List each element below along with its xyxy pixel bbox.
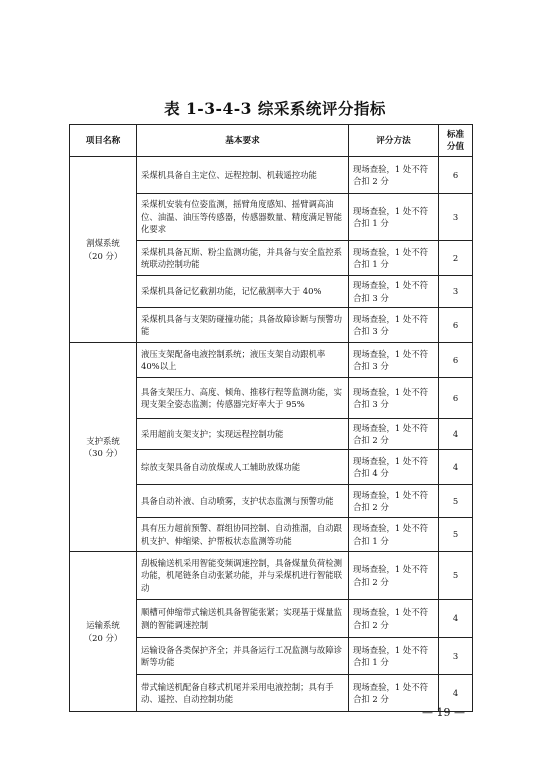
group-cell-transport bbox=[70, 552, 137, 712]
score-cell: 3 bbox=[439, 276, 473, 308]
score-cell: 4 bbox=[439, 675, 473, 712]
header-score-line2: 分值 bbox=[446, 141, 465, 152]
requirement-cell: 采煤机具备自主定位、远程控制、机载遥控功能 bbox=[137, 157, 349, 194]
header-requirement: 基本要求 bbox=[137, 125, 349, 157]
score-cell: 5 bbox=[439, 552, 473, 600]
requirement-cell: 具备支架压力、高度、倾角、推移行程等监测功能，实现支架全姿态监测；传感器完好率大于 95% bbox=[137, 378, 349, 419]
method-cell: 现场查验，1 处不符合扣 2 分 bbox=[349, 157, 439, 194]
method-cell: 现场查验，1 处不符合扣 4 分 bbox=[349, 450, 439, 485]
method-cell: 现场查验，1 处不符合扣 1 分 bbox=[349, 518, 439, 552]
group-points: （20 分） bbox=[83, 250, 123, 261]
score-cell: 2 bbox=[439, 241, 473, 276]
header-score bbox=[439, 125, 473, 157]
score-cell: 4 bbox=[439, 600, 473, 638]
method-cell: 现场查验，1 处不符合扣 1 分 bbox=[349, 241, 439, 276]
method-cell: 现场查验，1 处不符合扣 2 分 bbox=[349, 675, 439, 712]
group-name: 支护系统 bbox=[86, 435, 120, 446]
header-score-line1: 标准 bbox=[446, 129, 465, 140]
header-method: 评分方法 bbox=[349, 125, 439, 157]
requirement-cell: 刮板输送机采用智能变频调速控制，具备煤量负荷检测功能，机尾链条自动张紧功能，并与采煤机进行智能联动 bbox=[137, 552, 349, 600]
score-cell: 6 bbox=[439, 157, 473, 194]
group-name: 运输系统 bbox=[86, 620, 120, 630]
group-points: （30 分） bbox=[83, 448, 123, 458]
table-row bbox=[70, 157, 473, 194]
method-cell: 现场查验，1 处不符合扣 2 分 bbox=[349, 552, 439, 600]
method-cell: 现场查验，1 处不符合扣 3 分 bbox=[349, 343, 439, 378]
score-cell: 3 bbox=[439, 638, 473, 675]
scoring-table bbox=[69, 124, 473, 712]
table-header-row bbox=[70, 125, 473, 157]
group-points: （20 分） bbox=[83, 632, 123, 643]
method-cell: 现场查验，1 处不符合扣 2 分 bbox=[349, 600, 439, 638]
requirement-cell: 采煤机具备与支架防碰撞功能；具备故障诊断与预警功能 bbox=[137, 308, 349, 343]
table-row bbox=[70, 343, 473, 378]
header-item: 项目名称 bbox=[70, 125, 137, 157]
requirement-cell: 顺槽可伸缩带式输送机具备智能张紧；实现基于煤量监测的智能调速控制 bbox=[137, 600, 349, 638]
requirement-cell: 运输设备各类保护齐全；并具备运行工况监测与故障诊断等功能 bbox=[137, 638, 349, 675]
score-cell: 3 bbox=[439, 194, 473, 241]
score-cell: 4 bbox=[439, 450, 473, 485]
requirement-cell: 具备自动补液、自动喷雾，支护状态监测与预警功能 bbox=[137, 485, 349, 518]
score-cell: 5 bbox=[439, 518, 473, 552]
score-cell: 6 bbox=[439, 343, 473, 378]
requirement-cell: 采煤机具备瓦斯、粉尘监测功能，并具备与安全监控系统联动控制功能 bbox=[137, 241, 349, 276]
group-name: 割煤系统 bbox=[86, 238, 120, 248]
table-title: 表 1-3-4-3 综采系统评分指标 bbox=[164, 99, 386, 118]
page-number: — 19 — bbox=[422, 706, 465, 719]
method-cell: 现场查验，1 处不符合扣 2 分 bbox=[349, 419, 439, 450]
group-cell-cutting bbox=[70, 157, 137, 343]
requirement-cell: 采煤机具备记忆截割功能，记忆截割率大于 40% bbox=[137, 276, 349, 308]
table-row bbox=[70, 552, 473, 600]
requirement-cell: 液压支架配备电液控制系统；液压支架自动跟机率 40%以上 bbox=[137, 343, 349, 378]
method-cell: 现场查验，1 处不符合扣 3 分 bbox=[349, 378, 439, 419]
requirement-cell: 采用超前支架支护；实现远程控制功能 bbox=[137, 419, 349, 450]
score-cell: 6 bbox=[439, 378, 473, 419]
method-cell: 现场查验，1 处不符合扣 1 分 bbox=[349, 638, 439, 675]
score-cell: 5 bbox=[439, 485, 473, 518]
method-cell: 现场查验，1 处不符合扣 3 分 bbox=[349, 308, 439, 343]
method-cell: 现场查验，1 处不符合扣 1 分 bbox=[349, 194, 439, 241]
score-cell: 6 bbox=[439, 308, 473, 343]
group-cell-support bbox=[70, 343, 137, 552]
requirement-cell: 带式输送机配备自移式机尾并采用电液控制；具有手动、遥控、自动控制功能 bbox=[137, 675, 349, 712]
score-cell: 4 bbox=[439, 419, 473, 450]
method-cell: 现场查验，1 处不符合扣 3 分 bbox=[349, 276, 439, 308]
requirement-cell: 具有压力超前预警、群组协同控制、自动推溜，自动跟机支护、伸缩梁、护帮板状态监测等功能 bbox=[137, 518, 349, 552]
requirement-cell: 采煤机安装有位姿监测，摇臂角度感知、摇臂调高油位、油温、油压等传感器，传感器数量、精度满足智能化要求 bbox=[137, 194, 349, 241]
method-cell: 现场查验，1 处不符合扣 2 分 bbox=[349, 485, 439, 518]
requirement-cell: 综放支架具备自动放煤或人工辅助放煤功能 bbox=[137, 450, 349, 485]
